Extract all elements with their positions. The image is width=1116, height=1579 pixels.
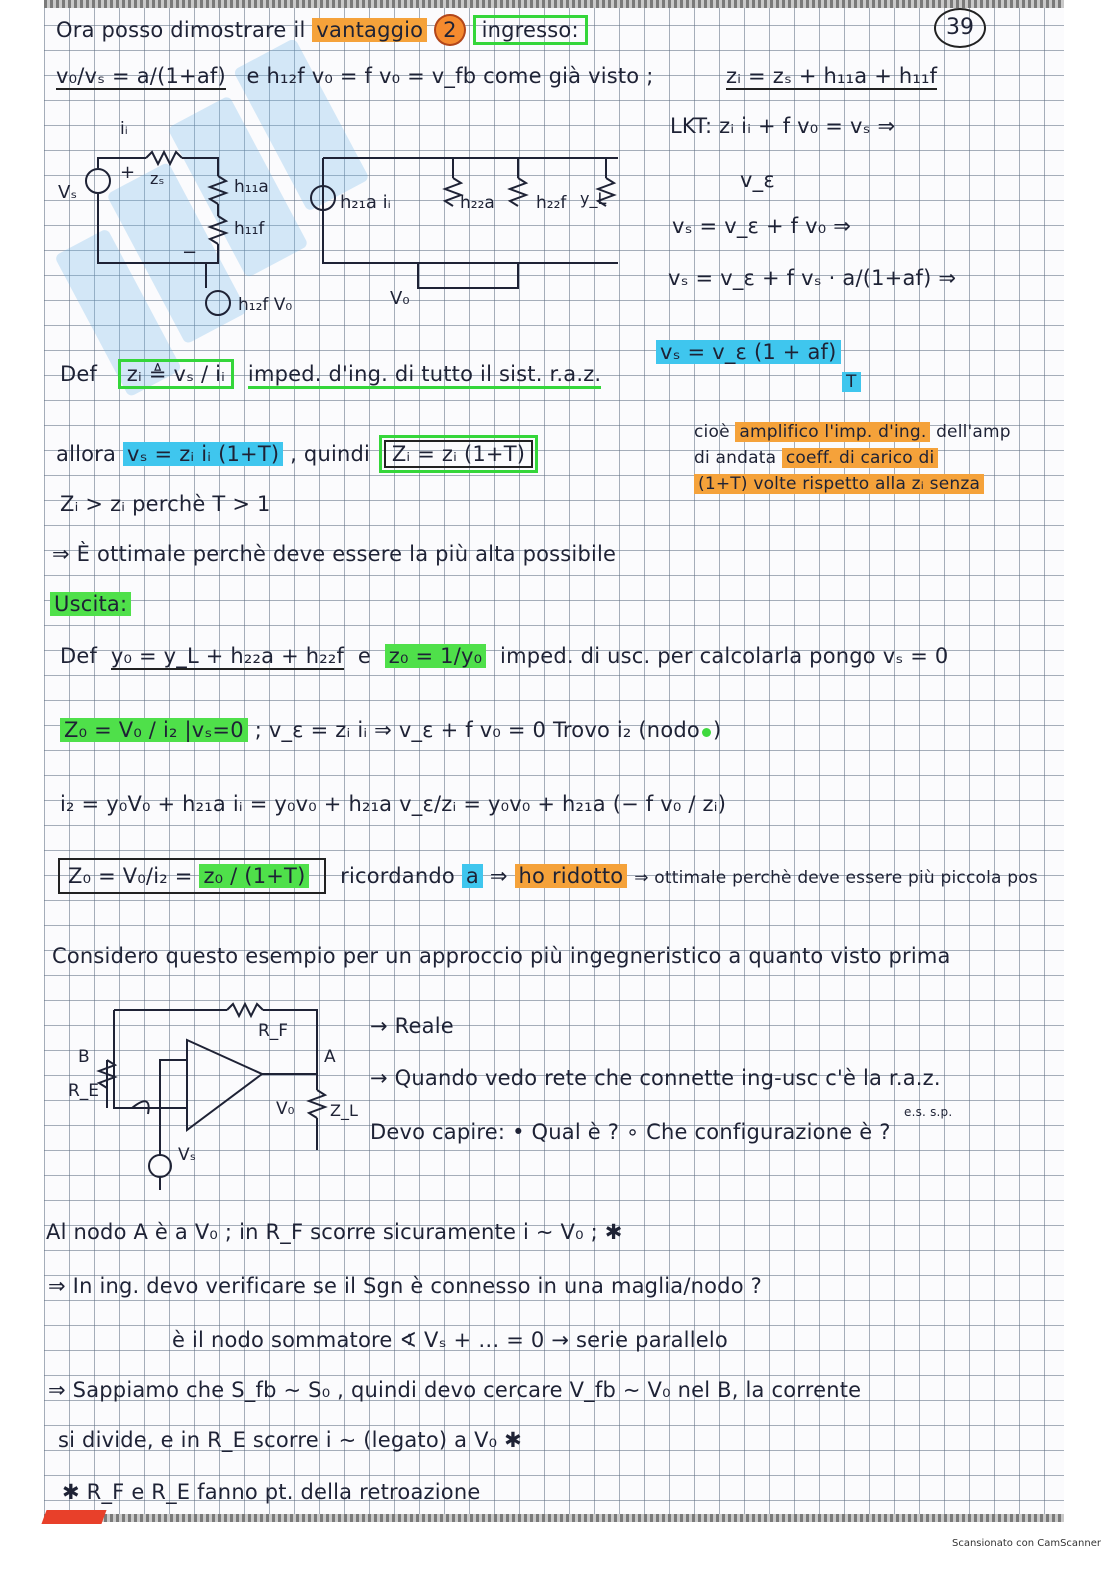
es-sp-note (904, 1098, 952, 1126)
y0-formula: y₀ = y_L + h₂₂a + h₂₂f (110, 644, 345, 668)
retroazione-text: ✱ R_F e R_E fanno pt. della retroazione (62, 1480, 481, 1504)
v-epsilon-zero: ; v_ε = zᵢ iᵢ ⇒ v_ε + f v₀ = 0 Trovo i₂ (nodo (254, 718, 700, 742)
scanner-credit: Scansionato con CamScanner (952, 1538, 1101, 1549)
ottimale-text: ⇒ È ottimale perchè deve essere la più alta possibile (52, 542, 617, 566)
sappiamo-line (48, 1376, 861, 1404)
e-text: e (357, 644, 372, 668)
def-zi-line (60, 360, 601, 388)
considero-text: Considero questo esempio per un approccio più ingegneristico a quanto visto prima (52, 944, 951, 968)
zi-greater-text: Zᵢ > zᵢ perchè T > 1 (60, 492, 271, 516)
vs-zi-highlight: vₛ = zᵢ iᵢ (1+T) (123, 442, 283, 466)
close-paren: ) (712, 718, 722, 742)
node-b-label: B (78, 1047, 90, 1067)
allora-text: allora (56, 442, 117, 466)
uscita-highlight: Uscita: (50, 592, 131, 616)
zs-label: zₛ (150, 169, 165, 188)
h21a-label: h₂₁a iᵢ (340, 192, 391, 213)
reale-line (370, 1012, 454, 1040)
ii-label: iᵢ (120, 119, 128, 139)
ricordando-text: ricordando (340, 864, 455, 888)
fb-formula: e h₁₂f v₀ = f v₀ = v_fb come già visto ; (246, 64, 654, 88)
side-note-highlight-1: amplifico l'imp. d'ing. (735, 422, 930, 442)
v0-label: V₀ (390, 288, 410, 309)
rf-label: R_F (258, 1021, 289, 1041)
vs-eq-3 (656, 338, 841, 366)
small-signal-circuit (58, 118, 618, 328)
devo-capire-line (370, 1118, 891, 1146)
z0-definition: z₀ = 1/y₀ (385, 644, 486, 668)
vs-label: Vₛ (58, 182, 78, 203)
zi-greater-line (60, 490, 271, 518)
h22f-label: h₂₂f (536, 193, 567, 213)
verificare-text: ⇒ In ing. devo verificare se il Sgn è connesso in una maglia/nodo ? (48, 1274, 762, 1298)
h11f-label: h₁₁f (234, 219, 265, 239)
h12f-label: h₁₂f V₀ (238, 295, 293, 315)
vs-opamp-label: Vₛ (178, 1145, 196, 1165)
implies-arrow: ⇒ (489, 864, 508, 888)
devo-capire-text: Devo capire: • Qual è ? ∘ Che configurazione è ? (370, 1120, 891, 1144)
considero-line (52, 942, 951, 970)
v0-opamp-label: V₀ (276, 1099, 295, 1119)
vs-eq-1 (672, 212, 851, 240)
side-note-highlight-3: (1+T) volte rispetto alla zᵢ senza (694, 474, 984, 494)
bottom-binding (44, 1514, 1064, 1522)
zi-definition-box: zᵢ ≜ vₛ / iᵢ (118, 359, 234, 389)
minus-sign: − (182, 242, 198, 263)
h11a-label: h₁₁a (234, 177, 269, 197)
side-note-2 (694, 444, 938, 472)
node-a-label: A (324, 1047, 336, 1067)
z0-result-line (58, 862, 1038, 892)
gain-formula: v₀/vₛ = a/(1+af) (56, 64, 226, 88)
t-label (842, 368, 861, 396)
uscita-heading (50, 590, 131, 618)
page-number: 39 (934, 8, 986, 48)
quindi-text: , quindi (290, 442, 371, 466)
nodo-a-text: Al nodo A è a V₀ ; in R_F scorre sicuramente i ∼ V₀ ; ✱ (46, 1220, 623, 1244)
zl-label: Z_L (330, 1101, 358, 1120)
side-note-amp: dell'amp (936, 422, 1011, 442)
sommatore-text: è il nodo sommatore ∢ Vₛ + … = 0 → serie parallelo (172, 1328, 728, 1352)
gain-formula-line (56, 62, 654, 90)
ottimale-piccola-text: ⇒ ottimale perchè deve essere più piccola pos (634, 868, 1038, 888)
zi-sum: zᵢ = zₛ + h₁₁a + h₁₁f (726, 64, 938, 88)
def-y0-label: Def (60, 644, 98, 668)
red-corner-mark (41, 1510, 106, 1524)
zi-formula (726, 62, 937, 90)
def-y0-line (60, 642, 948, 670)
z0-result-box (58, 858, 326, 894)
side-note-cioe: cioè (694, 422, 730, 442)
plus-sign: + (120, 162, 136, 183)
heading-line (56, 14, 588, 46)
vs-eq-1-text: vₛ = v_ε + f v₀ ⇒ (672, 214, 852, 238)
boxed-ingresso: ingresso: (473, 15, 588, 45)
divide-line (58, 1426, 522, 1454)
reale-text: → Reale (370, 1014, 454, 1038)
zi-result-box: Zᵢ = zᵢ (1+T) (384, 440, 533, 468)
quando-line (370, 1064, 941, 1092)
allora-line (56, 440, 533, 468)
lkt-text: LKT: zᵢ iᵢ + f v₀ = vₛ ⇒ (670, 114, 896, 138)
imped-usc-text: imped. di usc. per calcolarla pongo vₛ = 0 (500, 644, 949, 668)
t-label-text: T (842, 372, 861, 392)
re-label: R_E (68, 1081, 100, 1101)
divide-text: si divide, e in R_E scorre i ∼ (legato) a V₀ ✱ (58, 1428, 522, 1452)
circled-number: 2 (434, 14, 466, 46)
side-note-3 (694, 470, 984, 498)
green-node-dot (702, 728, 711, 737)
h22a-label: h₂₂a (460, 193, 495, 213)
vs-eq-3-highlight: vₛ = v_ε (1 + af) (656, 340, 841, 364)
retroazione-line (62, 1478, 480, 1506)
i2-formula-line (60, 790, 726, 818)
z0-result-highlight: z₀ / (1+T) (199, 864, 309, 888)
yl-label: y_L (580, 189, 607, 208)
a-highlight: a (462, 864, 483, 888)
i2-formula: i₂ = y₀V₀ + h₂₁a iᵢ = y₀v₀ + h₂₁a v_ε/zᵢ = y₀v₀ + h₂₁a (− f v₀ / zᵢ) (60, 792, 727, 816)
verificare-line (48, 1272, 762, 1300)
lkt-line (670, 112, 895, 140)
z0-vs-zero: Z₀ = V₀ / i₂ |vₛ=0 (60, 718, 248, 742)
sappiamo-text: ⇒ Sappiamo che S_fb ∼ S₀ , quindi devo cercare V_fb ∼ V₀ nel B, la corrente (48, 1378, 862, 1402)
z0-line (60, 716, 721, 744)
vs-eq-2 (668, 264, 956, 292)
quando-text: → Quando vedo rete che connette ing-usc c'è la r.a.z. (370, 1066, 941, 1090)
es-sp-text: e.s. s.p. (904, 1105, 953, 1119)
highlight-vantaggio: vantaggio (312, 18, 427, 42)
ho-ridotto-highlight: ho ridotto (515, 864, 628, 888)
sommatore-line (172, 1326, 728, 1354)
ottimale-line (52, 540, 616, 568)
opamp-circuit (62, 990, 382, 1200)
zi-definition-text: imped. d'ing. di tutto il sist. r.a.z. (248, 362, 601, 389)
side-note-highlight-2: coeff. di carico di (782, 448, 939, 468)
z0-ratio: Z₀ = V₀/i₂ = (68, 864, 193, 888)
def-label: Def (60, 362, 98, 386)
v-epsilon-label: v_ε (740, 168, 775, 192)
side-note-andata: di andata (694, 448, 777, 468)
nodo-a-line (46, 1218, 623, 1246)
vs-eq-2-text: vₛ = v_ε + f vₛ · a/(1+af) ⇒ (668, 266, 957, 290)
heading-text: Ora posso dimostrare il (56, 18, 306, 42)
top-binding (44, 0, 1064, 8)
side-note-1 (694, 418, 1011, 446)
lkt-brace-label (740, 166, 775, 194)
